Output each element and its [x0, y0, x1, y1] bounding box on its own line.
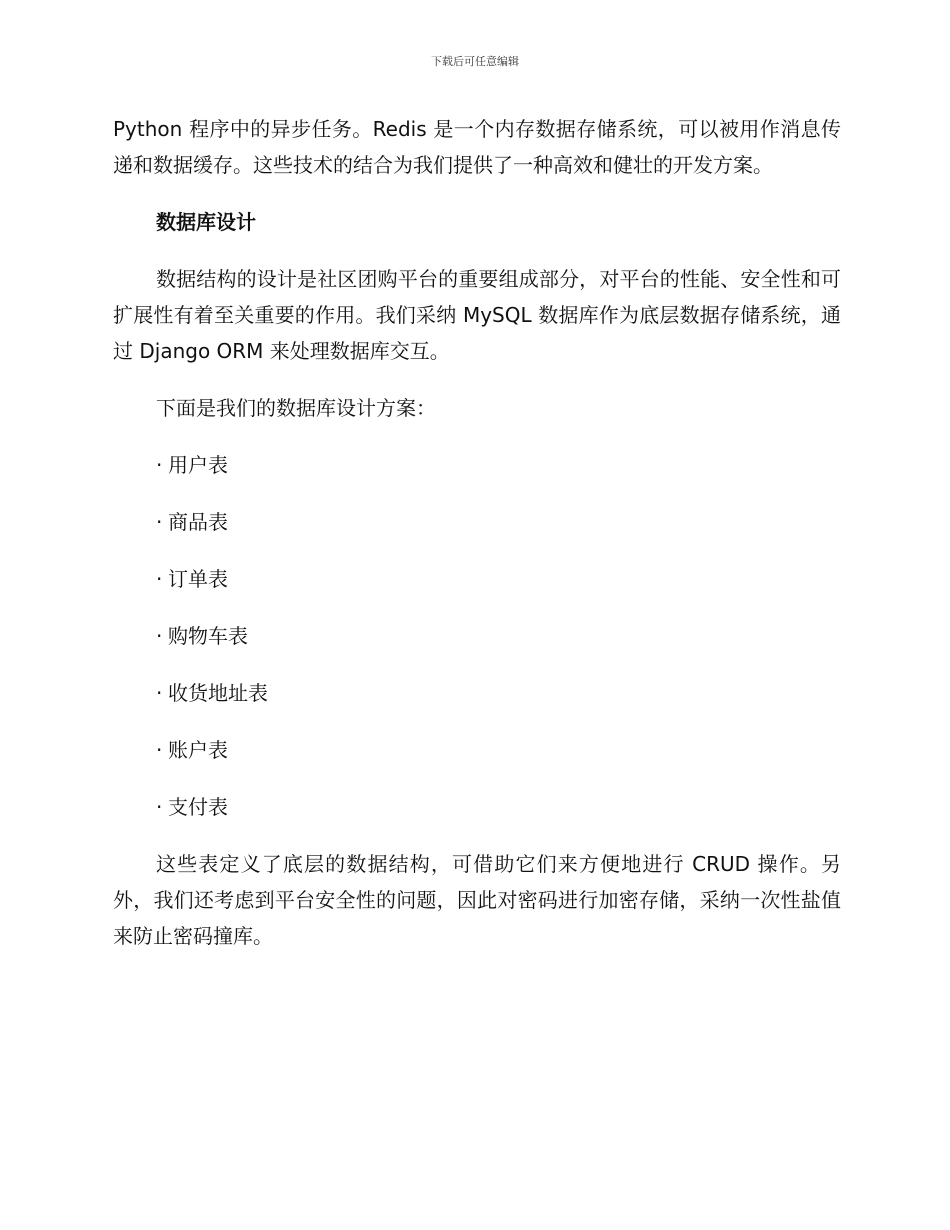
list-item — [113, 504, 841, 540]
bullet-dot: · — [156, 510, 163, 534]
list-item-label: 订单表 — [168, 567, 228, 591]
list-item — [113, 447, 841, 483]
table-list — [113, 447, 841, 825]
bullet-dot: · — [156, 453, 163, 477]
list-item-label: 收货地址表 — [168, 681, 268, 705]
page-header: 下载后可任意编辑 — [431, 55, 519, 68]
document-body — [113, 111, 841, 954]
list-item-label: 支付表 — [168, 795, 228, 819]
bullet-dot: · — [156, 795, 163, 819]
section-heading: 数据库设计 — [156, 210, 256, 234]
intro-continuation-paragraph: Python 程序中的异步任务。Redis 是一个内存数据存储系统，可以被用作消息传递和数据缓存。这些技术的结合为我们提供了一种高效和健壮的开发方案。 — [113, 117, 841, 177]
list-intro-paragraph: 下面是我们的数据库设计方案： — [156, 396, 436, 420]
list-item — [113, 618, 841, 654]
bullet-dot: · — [156, 567, 163, 591]
list-item-label: 商品表 — [168, 510, 228, 534]
list-item-label: 账户表 — [168, 738, 228, 762]
bullet-dot: · — [156, 738, 163, 762]
db-design-paragraph: 数据结构的设计是社区团购平台的重要组成部分，对平台的性能、安全性和可扩展性有着至关重要的作用。我们采纳 MySQL 数据库作为底层数据存储系统，通过 Django ORM 来处理数据库交互。 — [113, 267, 841, 363]
list-item — [113, 675, 841, 711]
list-item-label: 用户表 — [168, 453, 228, 477]
bullet-dot: · — [156, 624, 163, 648]
list-item — [113, 732, 841, 768]
list-item — [113, 561, 841, 597]
list-item — [113, 789, 841, 825]
list-item-label: 购物车表 — [168, 624, 248, 648]
closing-paragraph: 这些表定义了底层的数据结构，可借助它们来方便地进行 CRUD 操作。另外，我们还考虑到平台安全性的问题，因此对密码进行加密存储，采纳一次性盐值来防止密码撞库。 — [113, 852, 841, 948]
bullet-dot: · — [156, 681, 163, 705]
